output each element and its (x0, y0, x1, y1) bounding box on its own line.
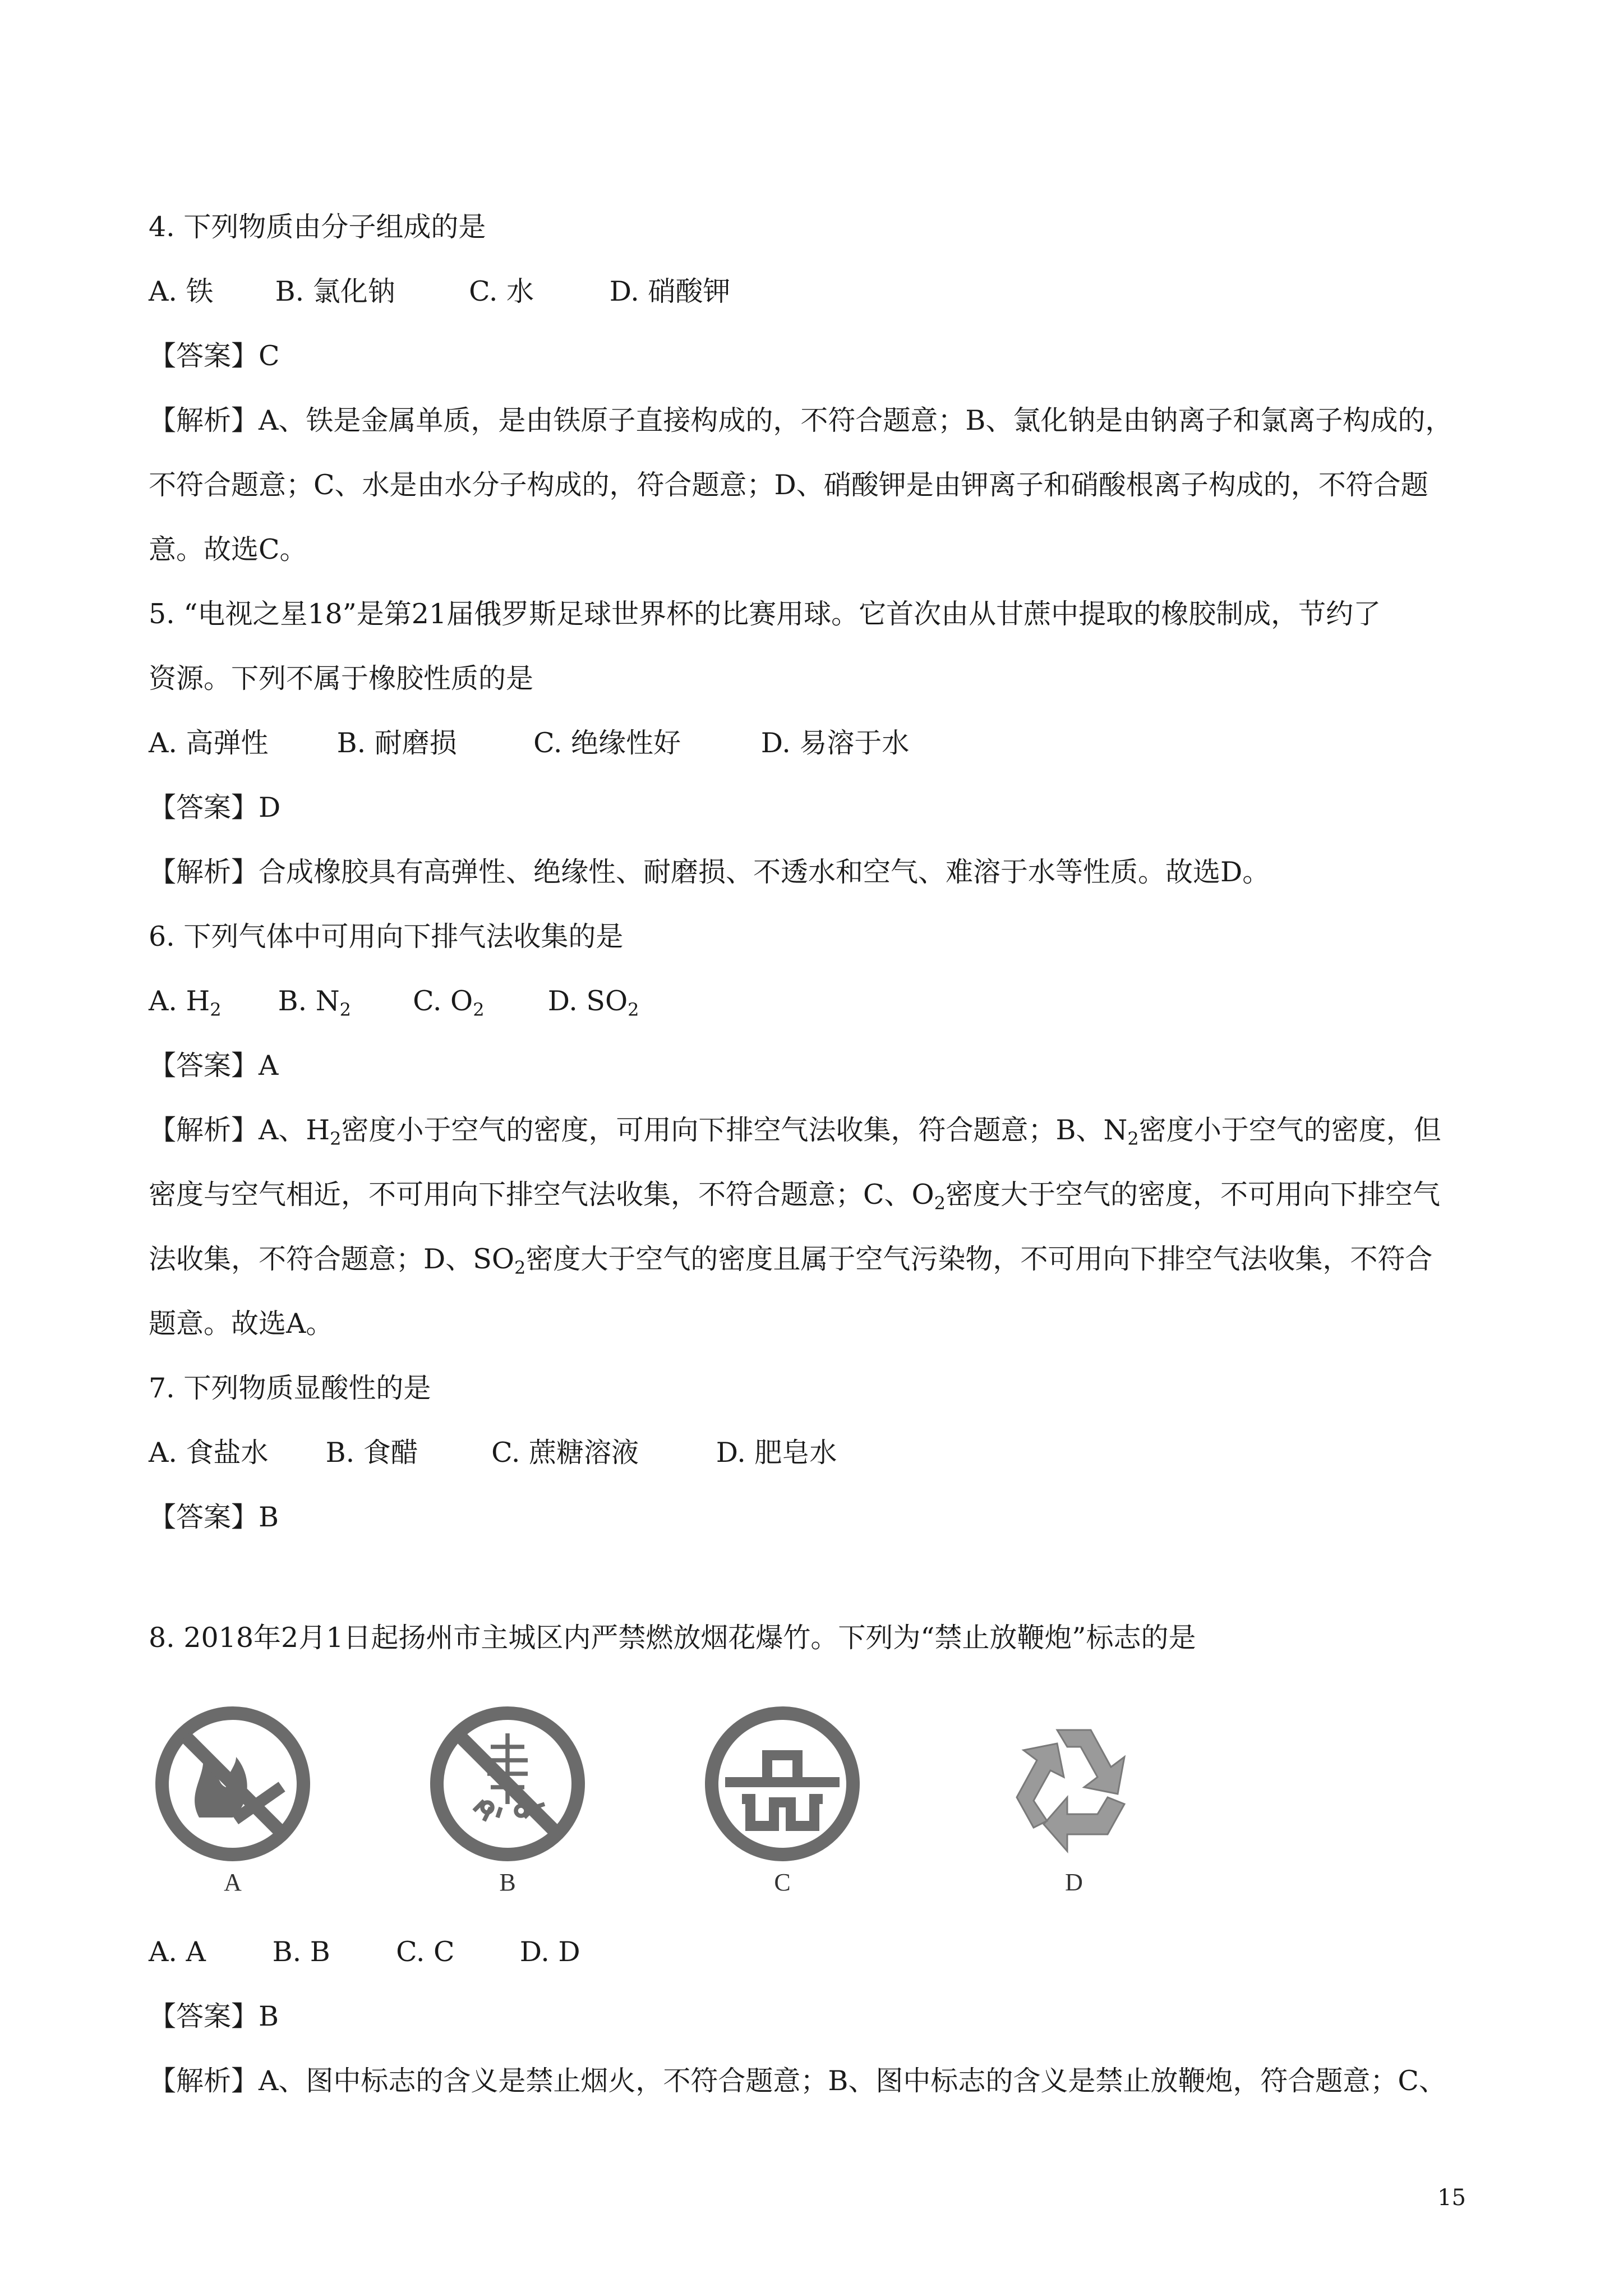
q4-analysis-line-3: 意。故选C。 (149, 533, 307, 565)
q4-option-c: C. 水 (469, 275, 534, 307)
q8-logo-c (698, 1700, 866, 1896)
q7-option-c: C. 蔗糖溶液 (491, 1437, 639, 1469)
q8-logo-c-caption: C (774, 1869, 791, 1896)
q8-analysis: 【解析】A、图中标志的含义是禁止烟火，不符合题意；B、图中标志的含义是禁止放鞭炮，符合题意；C、 (149, 2065, 1446, 2097)
q4-stem: 4. 下列物质由分子组成的是 (149, 211, 486, 243)
q7-stem: 7. 下列物质显酸性的是 (149, 1372, 431, 1404)
q8-logo-row (149, 1700, 1158, 1924)
page-number: 15 (1437, 2185, 1466, 2211)
q6-analysis-line-2: 密度与空气相近，不可用向下排空气法收集，不符合题意；C、$O_2$密度大于空气的密度，不可用向下排空气 (149, 1179, 1441, 1214)
q6-options (149, 984, 639, 1027)
q6-option-d: D. SO2 (547, 985, 639, 1020)
no-firecrackers-icon (423, 1700, 592, 1868)
recycle-icon (990, 1700, 1158, 1868)
q4-option-b: B. 氯化钠 (275, 275, 395, 307)
q5-option-c: C. 绝缘性好 (533, 727, 681, 759)
q4-option-a: A. 铁 (149, 275, 214, 307)
q7-option-b: B. 食醋 (325, 1437, 418, 1469)
q4-options (149, 275, 730, 309)
q7-answer: 【答案】B (149, 1501, 279, 1533)
q8-option-a: A. A (149, 1936, 206, 1968)
q5-option-d: D. 易溶于水 (760, 727, 910, 759)
q8-answer: 【答案】B (149, 2000, 279, 2032)
q8-logo-d (990, 1700, 1158, 1896)
q4-answer: 【答案】C (149, 340, 280, 372)
q4-analysis-line-2: 不符合题意；C、水是由水分子构成的，符合题意；D、硝酸钾是由钾离子和硝酸根离子构成的，不符合题 (149, 469, 1428, 501)
q6-answer: 【答案】A (149, 1050, 279, 1082)
q8-options (149, 1935, 580, 1969)
q5-option-b: B. 耐磨损 (336, 727, 457, 759)
q6-option-c: C. O2 (413, 985, 485, 1020)
q8-logo-d-caption: D (1065, 1869, 1083, 1896)
q5-options (149, 726, 909, 760)
q4-option-d: D. 硝酸钾 (609, 275, 731, 307)
q5-option-a: A. 高弹性 (149, 727, 269, 759)
q8-option-d: D. D (519, 1936, 580, 1968)
q8-logo-b-caption: B (499, 1869, 516, 1896)
q8-stem: 8. 2018年2月1日起扬州市主城区内严禁燃放烟花爆竹。下列为“禁止放鞭炮”标志的是 (149, 1622, 1196, 1654)
no-smoking-fire-icon (149, 1700, 317, 1868)
q4-analysis-line-1: 【解析】A、铁是金属单质，是由铁原子直接构成的，不符合题意；B、氯化钠是由钠离子和氯离子构成的， (149, 404, 1453, 436)
q7-option-a: A. 食盐水 (149, 1437, 269, 1469)
q8-logo-a-caption: A (224, 1869, 242, 1896)
q8-option-c: C. C (396, 1936, 455, 1968)
q6-analysis-line-3: 法收集，不符合题意；D、$SO_2$密度大于空气的密度且属于空气污染物，不可用向下排空气法收集，不符合 (149, 1243, 1433, 1278)
q6-stem: 6. 下列气体中可用向下排气法收集的是 (149, 921, 624, 953)
q5-analysis: 【解析】合成橡胶具有高弹性、绝缘性、耐磨损、不透水和空气、难溶于水等性质。故选D。 (149, 856, 1270, 888)
q7-option-d: D. 肥皂水 (716, 1437, 837, 1469)
q8-option-b: B. B (272, 1936, 330, 1968)
water-saving-icon (698, 1700, 866, 1868)
q7-options (149, 1436, 837, 1470)
q8-logo-b (423, 1700, 592, 1896)
q6-analysis-line-1: 【解析】A、$H_2$密度小于空气的密度，可用向下排空气法收集，符合题意；B、$N_2$密度小于空气的密度，但 (149, 1114, 1441, 1149)
q5-stem-line-2: 资源。下列不属于橡胶性质的是 (149, 662, 534, 694)
q5-answer: 【答案】D (149, 792, 281, 823)
q6-option-b: B. N2 (278, 985, 351, 1020)
q6-analysis-line-4: 题意。故选A。 (149, 1308, 334, 1340)
q5-stem-line-1: 5. “电视之星18”是第21届俄罗斯足球世界杯的比赛用球。它首次由从甘蔗中提取的橡胶制成，节约了 (149, 598, 1381, 630)
q8-logo-a (149, 1700, 317, 1896)
q6-option-a: A. H2 (149, 985, 222, 1020)
